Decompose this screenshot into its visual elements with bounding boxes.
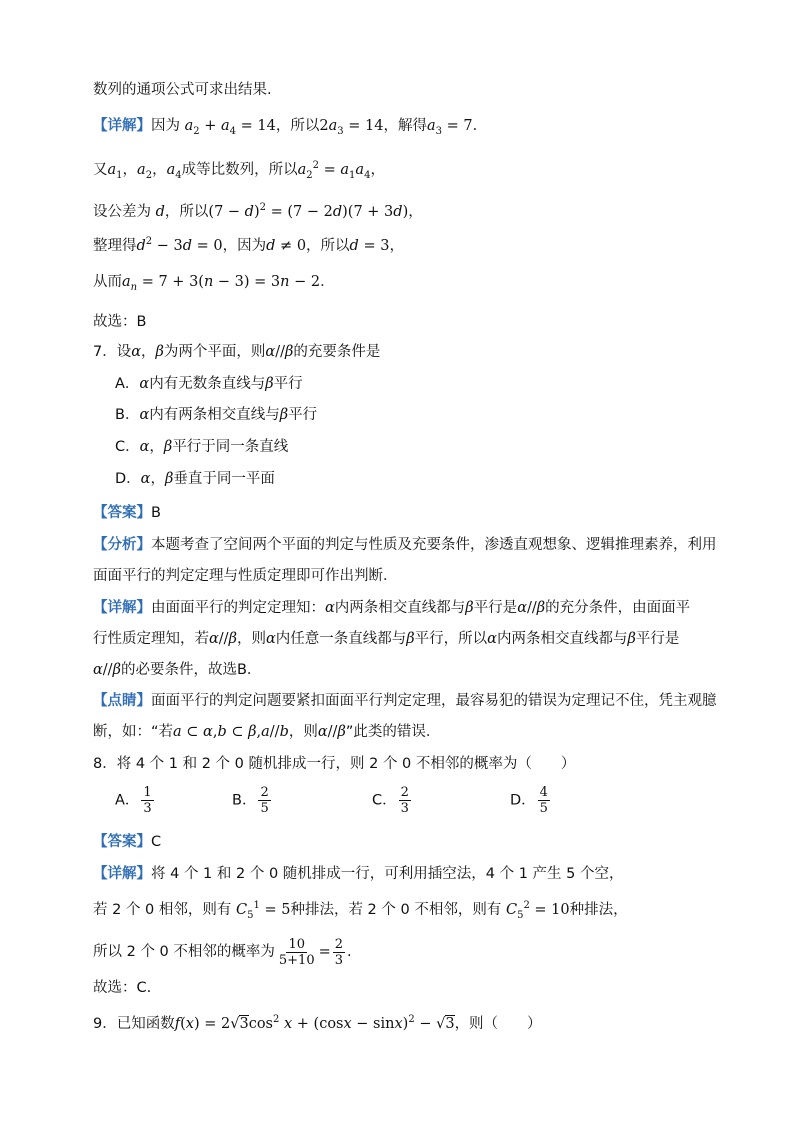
option-d: D． $\frac{4}{5}$	[510, 785, 548, 816]
question-7: 7．设α，β为两个平面，则α//β的充要条件是	[93, 344, 381, 360]
tip-line: 【点睛】面面平行的判定问题要紧扣面面平行判定定理，最容易犯的错误为定理记不住，凭主观臆	[93, 693, 717, 709]
text-line: 又$a_1$，$a_2$，$a_4$成等比数列，所以$a_2^2 = a_1a_4$，	[93, 160, 385, 181]
text-line: 所以 2 个 0 不相邻的概率为 $\frac{10}{5+10}$ = $\frac{2}{3}$ .	[93, 936, 352, 968]
text-line: 从而$a_n = 7 + 3(n - 3) = 3n - 2$．	[93, 274, 335, 293]
question-9: 9．已知函数$f(x) = 2√3\cos^2$ $x + (\cos x - \sin x)^2 - √3$，则（ ）	[93, 1014, 542, 1032]
text-line: 数列的通项公式可求出结果.	[93, 82, 272, 98]
text-line: 整理得$d^2 - 3d = 0$，因为d ≠ 0，所以d = 3，	[93, 236, 404, 254]
text-line: α//β的必要条件，故选B．	[93, 662, 262, 678]
text-line: 行性质定理知，若α//β，则α内任意一条直线都与β平行，所以α内两条相交直线都与β平行是	[93, 631, 680, 647]
answer-line: 【答案】B	[93, 505, 161, 521]
detail-line: 【详解】将 4 个 1 和 2 个 0 随机排成一行，可利用插空法，4 个 1 产生 5 个空，	[93, 866, 624, 882]
option-c: C．α，β平行于同一条直线	[115, 439, 289, 455]
tag-label: 【详解】	[93, 118, 151, 134]
option-a: A．α内有无数条直线与β平行	[115, 376, 303, 392]
option-b: B． $\frac{2}{5}$	[232, 785, 269, 816]
text-line: 设公差为 d，所以$(7 - d)^2 = (7 - 2d)(7 + 3d)$，	[93, 202, 423, 220]
answer-line: 【答案】C	[93, 834, 162, 850]
detail-line: 【详解】由面面平行的判定定理知：α内两条相交直线都与β平行是α//β的充分条件，由面面平	[93, 600, 691, 616]
text-line: 断，如：“若a ⊂ α,b ⊂ β,a//b，则α//β”此类的错误．	[93, 724, 441, 740]
option-d: D．α，β垂直于同一平面	[115, 471, 275, 487]
analysis-line: 【分析】本题考查了空间两个平面的判定与性质及充要条件，渗透直观想象、逻辑推理素养，利用	[93, 537, 717, 553]
option-a: A． $\frac{1}{3}$	[115, 785, 152, 816]
option-b: B．α内有两条相交直线与β平行	[115, 407, 318, 423]
text-line: 面面平行的判定定理与性质定理即可作出判断．	[93, 568, 398, 584]
text-line: 若 2 个 0 相邻，则有 $C_5^1 = 5$种排法，若 2 个 0 不相邻，则有 $C_5^2 = 10$种排法，	[93, 900, 628, 921]
detail-line: 【详解】因为 $a_2 + a_4 = 14$，所以$2a_3 = 14$，解得$a_3 = 7$．	[93, 118, 488, 137]
text-line: 故选：B	[93, 314, 147, 330]
question-8: 8．将 4 个 1 和 2 个 0 随机排成一行，则 2 个 0 不相邻的概率为（ ）	[93, 756, 576, 772]
text-line: 故选：C.	[93, 980, 152, 996]
option-c: C． $\frac{2}{3}$	[372, 785, 409, 816]
